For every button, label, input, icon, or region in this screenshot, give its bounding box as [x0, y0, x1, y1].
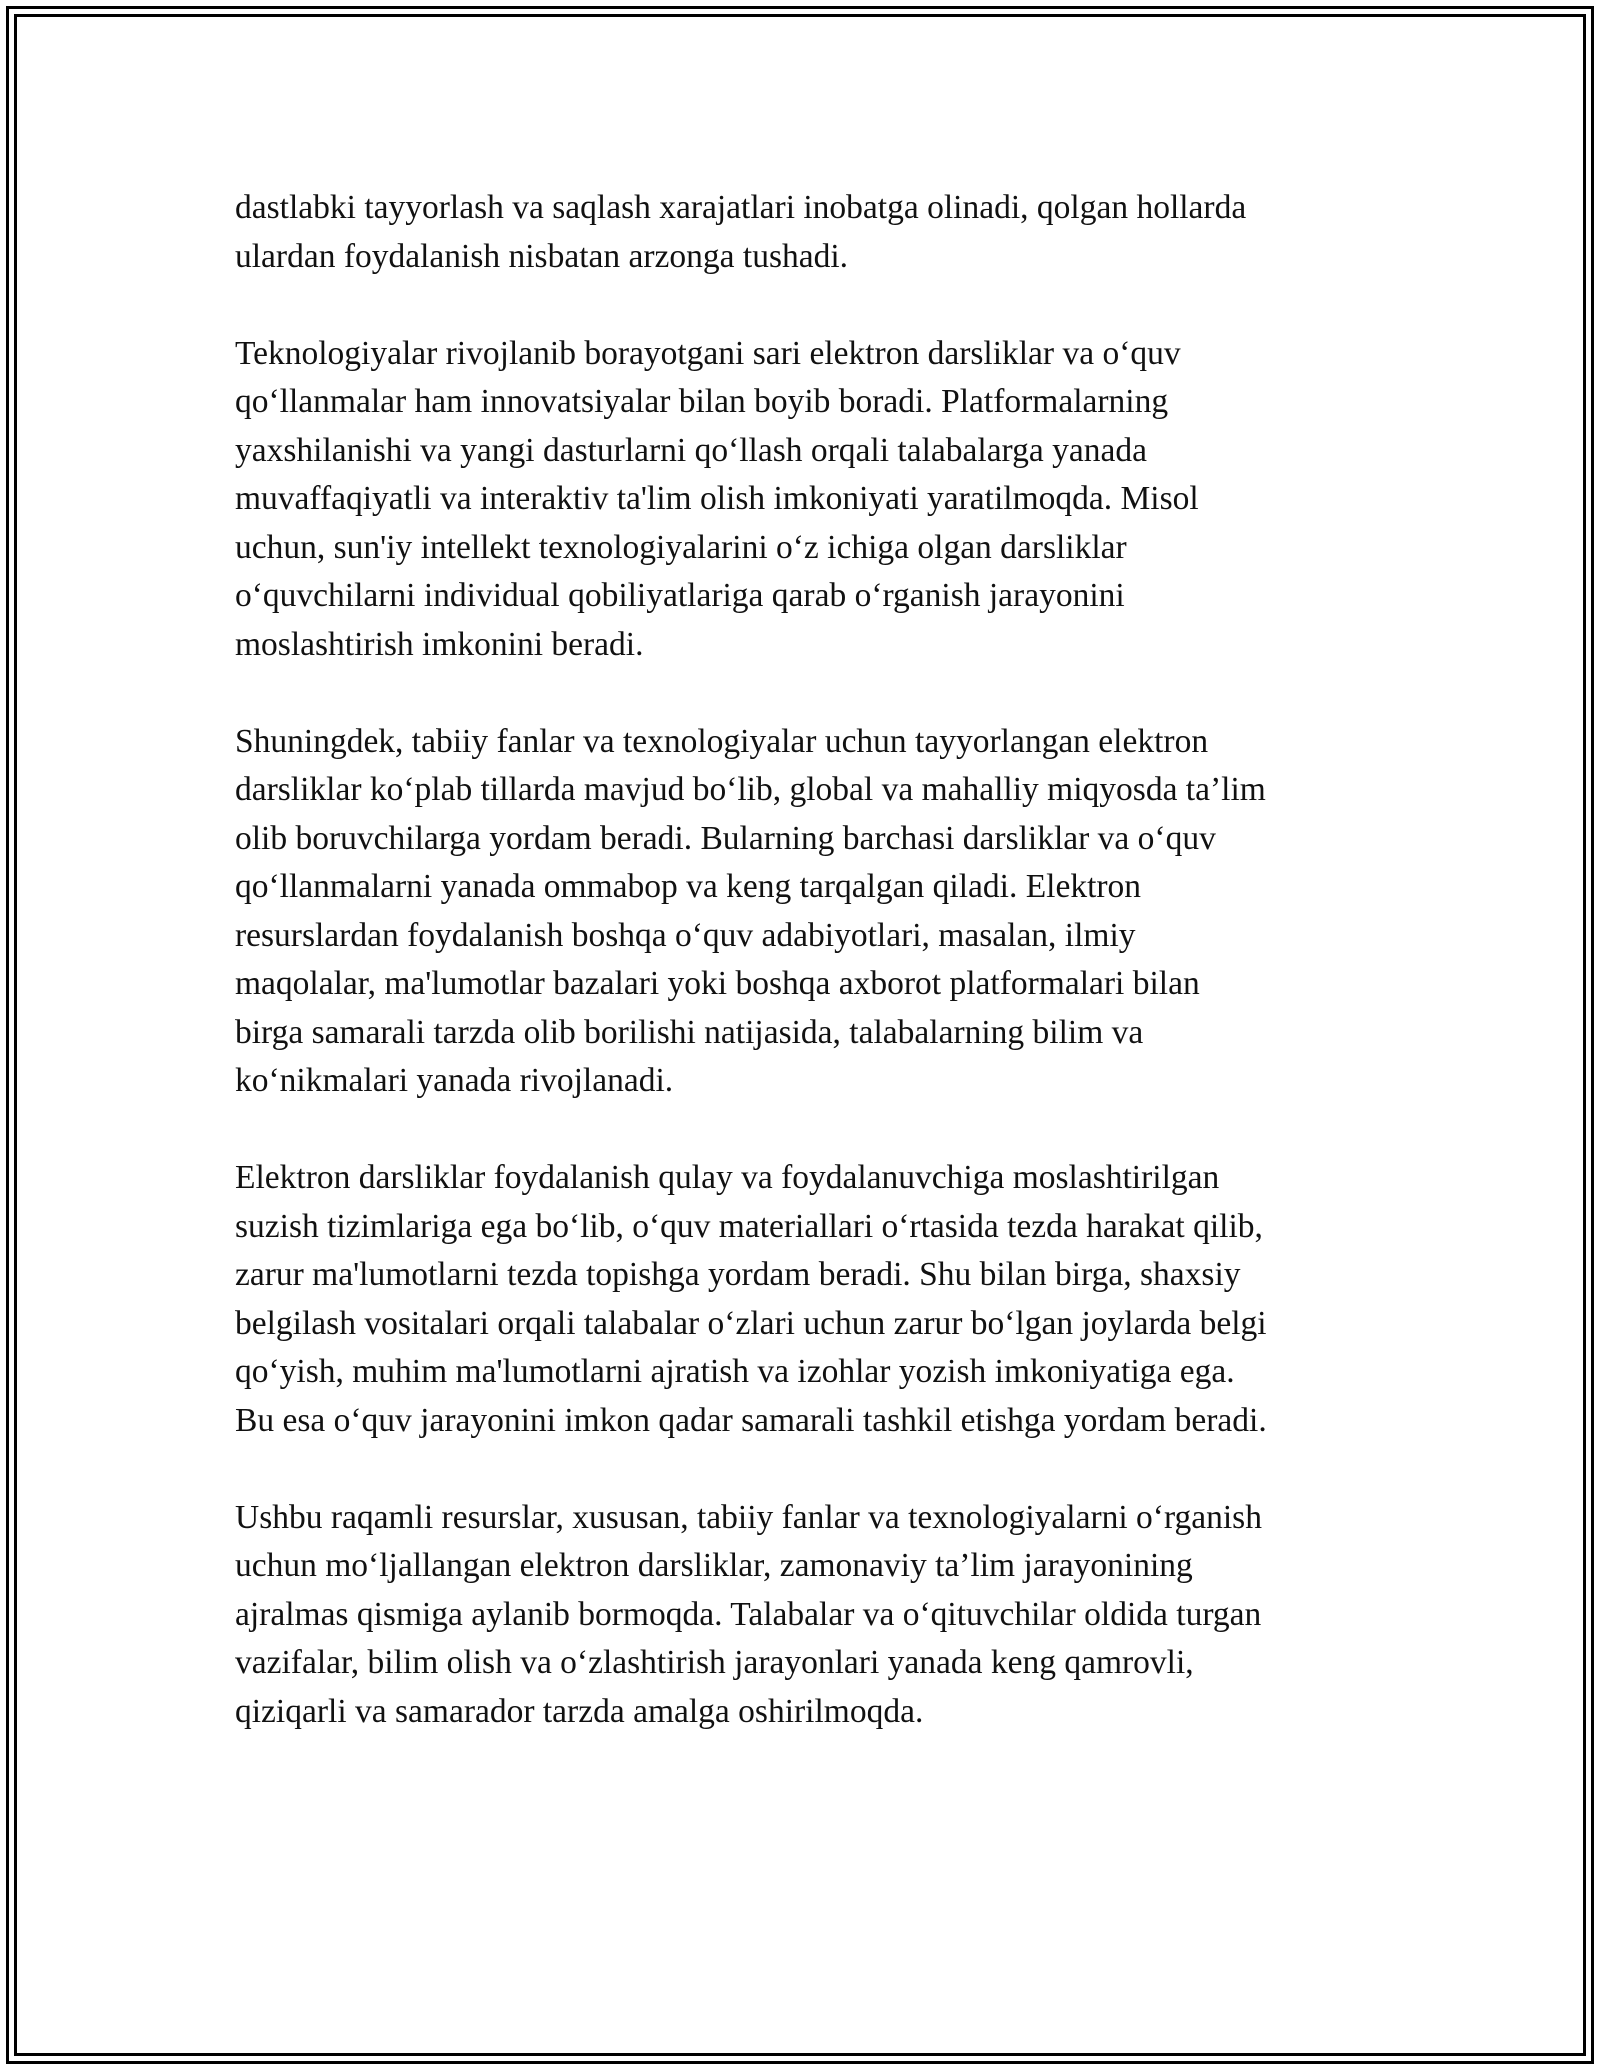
- paragraph-2: Teknologiyalar rivojlanib borayotgani sari elektron darsliklar va oʻquv qoʻllanmalar ham innovatsiyalar bilan boyib boradi. Platformalarning yaxshilanishi va yangi dasturlarni qoʻllash orqali talabalarga yanada muvaffaqiyatli va interaktiv ta'lim olish imkoniyati yaratilmoqda. Misol uchun, sun'iy intellekt texnologiyalarini oʻz ichiga olgan darsliklar oʻquvchilarni individual qobiliyatlariga qarab oʻrganish jarayonini moslashtirish imkonini beradi.: [235, 334, 1199, 663]
- paragraph-3: Shuningdek, tabiiy fanlar va texnologiyalar uchun tayyorlangan elektron darsliklar koʻplab tillarda mavjud boʻlib, global va mahalliy miqyosda ta’lim olib boruvchilarga yordam beradi. Bularning barchasi darsliklar va oʻquv qoʻllanmalarni yanada ommabop va keng tarqalgan qiladi. Elektron resurslardan foydalanish boshqa oʻquv adabiyotlari, masalan, ilmiy maqolalar, ma'lumotlar bazalari yoki boshqa axborot platformalari bilan birga samarali tarzda olib borilishi natijasida, talabalarning bilim va koʻnikmalari yanada rivojlanadi.: [235, 722, 1266, 1099]
- paragraph-5: Ushbu raqamli resurslar, xususan, tabiiy fanlar va texnologiyalarni oʻrganish uchun moʻljallangan elektron darsliklar, zamonaviy ta’lim jarayonining ajralmas qismiga aylanib bormoqda. Talabalar va oʻqituvchilar oldida turgan vazifalar, bilim olish va oʻzlashtirish jarayonlari yanada keng qamrovli, qiziqarli va samarador tarzda amalga oshirilmoqda.: [235, 1498, 1262, 1730]
- paragraph-1: dastlabki tayyorlash va saqlash xarajatlari inobatga olinadi, qolgan hollarda ulardan foydalanish nisbatan arzonga tushadi.: [235, 189, 1247, 275]
- paragraph-4: Elektron darsliklar foydalanish qulay va foydalanuvchiga moslashtirilgan suzish tizimlariga ega boʻlib, oʻquv materiallari oʻrtasida tezda harakat qilib, zarur ma'lumotlarni tezda topishga yordam beradi. Shu bilan birga, shaxsiy belgilash vositalari orqali talabalar oʻzlari uchun zarur boʻlgan joylarda belgi qoʻyish, muhim ma'lumotlarni ajratish va izohlar yozish imkoniyatiga ega. Bu esa oʻquv jarayonini imkon qadar samarali tashkil etishga yordam beradi.: [235, 1159, 1267, 1439]
- document-body: [235, 184, 1375, 1785]
